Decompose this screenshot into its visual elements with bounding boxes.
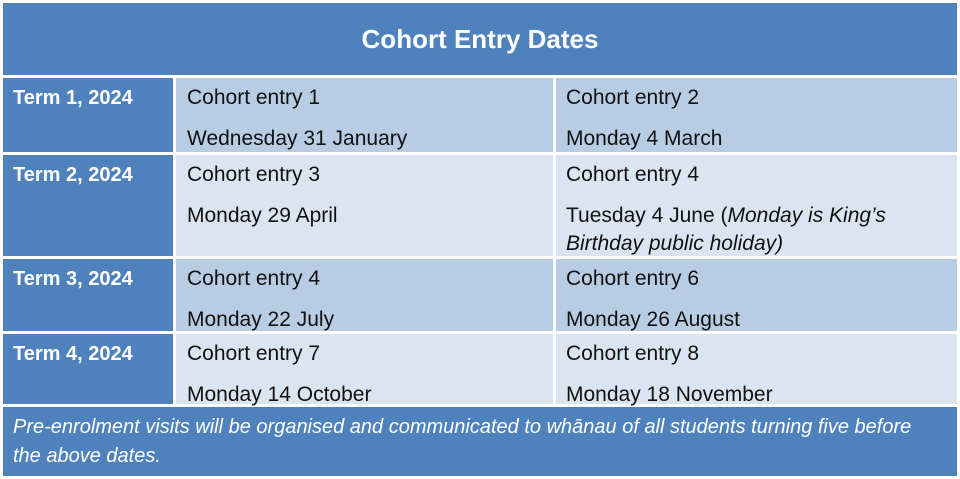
- cohort-cell: [176, 259, 553, 331]
- cohort-cell: [556, 334, 957, 404]
- table-row: [3, 155, 957, 256]
- cohort-entry-date: Monday 29 April: [187, 204, 338, 227]
- footer-note: Pre-enrolment visits will be organised and communicated to whānau of all students turning five before the above dates.: [3, 407, 957, 476]
- table-title: Cohort Entry Dates: [3, 3, 957, 75]
- cohort-entry-label: Cohort entry 8: [566, 342, 700, 365]
- cohort-entry-date: [566, 202, 957, 258]
- term-label: Term 2, 2024: [3, 155, 173, 256]
- cohort-entry-date: Wednesday 31 January: [187, 127, 408, 150]
- cohort-entry-date: Monday 14 October: [187, 383, 372, 406]
- cohort-cell: [176, 78, 553, 152]
- cohort-entry-label: Cohort entry 4: [187, 267, 321, 290]
- cohort-cell: [176, 334, 553, 404]
- term-label: Term 4, 2024: [3, 334, 173, 404]
- cohort-entry-label: Cohort entry 3: [187, 163, 321, 186]
- cohort-entry-label: Cohort entry 1: [187, 86, 321, 109]
- term-label: Term 3, 2024: [3, 259, 173, 331]
- table-row: [3, 334, 957, 404]
- cohort-entry-table: [3, 3, 957, 476]
- cohort-cell: [556, 155, 957, 256]
- cohort-cell: [176, 155, 553, 256]
- cohort-entry-label: Cohort entry 7: [187, 342, 321, 365]
- cohort-entry-date: Monday 18 November: [566, 383, 773, 406]
- cohort-entry-label: Cohort entry 6: [566, 267, 700, 290]
- cohort-entry-date: Monday 22 July: [187, 308, 335, 331]
- table-row: [3, 259, 957, 331]
- holiday-note: Monday is King’s Birthday public holiday): [566, 204, 886, 255]
- cohort-entry-label: Cohort entry 2: [566, 86, 700, 109]
- cohort-cell: [556, 78, 957, 152]
- table-row: [3, 78, 957, 152]
- cohort-entry-date-text: Tuesday 4 June (: [566, 204, 728, 227]
- cohort-entry-label: Cohort entry 4: [566, 163, 700, 186]
- term-label: Term 1, 2024: [3, 78, 173, 152]
- cohort-cell: [556, 259, 957, 331]
- cohort-entry-date: Monday 4 March: [566, 127, 723, 150]
- cohort-entry-date: Monday 26 August: [566, 308, 740, 331]
